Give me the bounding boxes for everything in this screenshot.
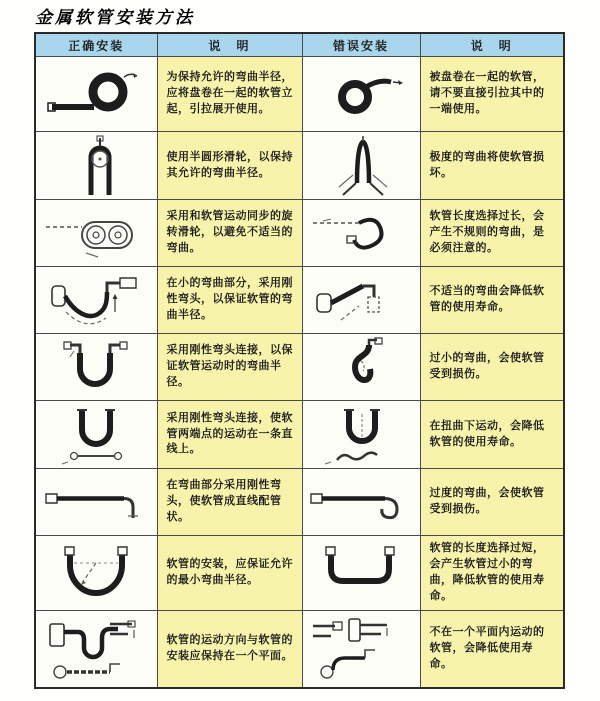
rigid-elbow-connection-u-loop-icon xyxy=(44,337,148,397)
correct-image-cell xyxy=(35,57,157,132)
wrong-desc-text: 不适当的弯曲会降低软管的使用寿命。 xyxy=(429,285,545,313)
wrong-desc-text: 软管的长度选择过短，会产生软管过小的弯曲，降低软管的使用寿命。 xyxy=(429,542,545,602)
correct-image-cell xyxy=(35,401,157,469)
over-long-hose-irregular-bend-icon xyxy=(309,205,413,261)
table-row xyxy=(35,132,564,200)
correct-desc-text: 采用和软管运动同步的旋转滑轮，以避免不适当的弯曲。 xyxy=(166,210,293,254)
wrong-desc-text: 软管长度选择过长，会产生不规则的弯曲，是必须注意的。 xyxy=(429,210,545,254)
table-row xyxy=(35,267,564,334)
correct-image-cell xyxy=(35,469,157,536)
table-row xyxy=(35,200,564,267)
wrong-desc-text: 不在一个平面内运动的软管，会降低使用寿命。 xyxy=(429,626,545,670)
coiled-hose-stood-up-and-unrolled-icon xyxy=(44,64,148,124)
wrong-image-cell xyxy=(302,132,420,200)
wrong-image-cell xyxy=(302,610,420,688)
correct-desc-cell xyxy=(157,610,302,688)
wrong-desc-text: 过度的弯曲，会使软管受到损伤。 xyxy=(429,487,545,515)
improper-sharp-angle-bend-icon xyxy=(309,270,413,330)
coiled-hose-pulled-from-one-end-icon xyxy=(309,64,413,124)
table-row xyxy=(35,536,564,611)
header-wrong-install: 错误安装 xyxy=(302,33,420,57)
wrong-image-cell xyxy=(302,536,420,611)
table-row xyxy=(35,610,564,688)
header-description-right: 说 明 xyxy=(420,33,564,57)
wrong-desc-text: 在扭曲下运动，会降低软管的使用寿命。 xyxy=(429,419,545,448)
wrong-image-cell xyxy=(302,267,420,334)
wrong-desc-cell xyxy=(420,334,564,401)
hose-on-synchronous-rotating-pulleys-icon xyxy=(42,205,150,261)
hose-over-semicircular-pulley-icon xyxy=(44,135,148,197)
too-short-hose-flat-u-icon xyxy=(309,541,413,605)
correct-desc-text: 使用半圆形滑轮，以保持其允许的弯曲半径。 xyxy=(166,150,293,179)
wrong-desc-cell xyxy=(420,267,564,334)
correct-desc-cell xyxy=(157,132,302,200)
table-row xyxy=(35,469,564,536)
table-row xyxy=(35,401,564,469)
wrong-image-cell xyxy=(302,469,420,536)
correct-desc-cell xyxy=(157,401,302,469)
correct-desc-text: 在弯曲部分采用刚性弯头，使软管成直线配管状。 xyxy=(166,479,282,523)
correct-desc-text: 为保持允许的弯曲半径，应将盘卷在一起的软管立起，引拉展开使用。 xyxy=(166,71,293,115)
correct-image-cell xyxy=(35,132,157,200)
u-loop-ends-moving-in-line-icon xyxy=(44,404,148,466)
wrong-desc-cell xyxy=(420,401,564,469)
overbent-elbow-end-icon xyxy=(307,476,415,528)
correct-desc-text: 采用刚性弯头连接，以保证软管运动时的弯曲半径。 xyxy=(166,344,293,388)
correct-desc-text: 在小的弯曲部分，采用刚性弯头，以保证软管的弯曲半径。 xyxy=(166,277,293,321)
correct-desc-cell xyxy=(157,536,302,611)
correct-desc-cell xyxy=(157,334,302,401)
wrong-image-cell xyxy=(302,401,420,469)
installation-guide-table xyxy=(34,32,565,689)
correct-desc-text: 软管的安装，应保证允许的最小弯曲半径。 xyxy=(166,557,293,586)
wrong-image-cell xyxy=(302,334,420,401)
correct-image-cell xyxy=(35,200,157,267)
motion-kept-in-one-plane-trap-icon xyxy=(42,614,150,684)
wrong-desc-cell xyxy=(420,200,564,267)
motion-out-of-plane-parts-icon xyxy=(307,614,415,684)
wrong-desc-text: 极度的弯曲将使软管损坏。 xyxy=(429,150,545,179)
page-title: 金属软管安装方法 xyxy=(35,8,195,27)
wrong-image-cell xyxy=(302,57,420,132)
wrong-desc-cell xyxy=(420,610,564,688)
header-description-left: 说 明 xyxy=(157,33,302,57)
correct-image-cell xyxy=(35,267,157,334)
correct-desc-cell xyxy=(157,469,302,536)
straight-run-with-rigid-elbow-icon xyxy=(42,476,150,528)
correct-desc-cell xyxy=(157,267,302,334)
wrong-image-cell xyxy=(302,200,420,267)
u-loop-twisted-motion-icon xyxy=(309,404,413,466)
correct-desc-cell xyxy=(157,200,302,267)
wrong-desc-cell xyxy=(420,469,564,536)
wrong-desc-cell xyxy=(420,132,564,200)
correct-desc-text: 采用刚性弯头连接，使软管两端点的运动在一条直线上。 xyxy=(166,411,293,456)
rigid-elbow-at-small-bend-icon xyxy=(44,270,148,330)
correct-image-cell xyxy=(35,610,157,688)
wrong-desc-text: 被盘卷在一起的软管，请不要直接引拉其中的一端使用。 xyxy=(429,71,545,115)
wrong-desc-text: 过小的弯曲，会使软管受到损伤。 xyxy=(429,352,545,380)
correct-image-cell xyxy=(35,536,157,611)
wide-u-minimum-bend-radius-icon xyxy=(44,541,148,605)
correct-desc-text: 软管的运动方向与软管的安装应保持在一个平面。 xyxy=(166,634,293,662)
correct-desc-cell xyxy=(157,57,302,132)
header-row xyxy=(35,33,564,57)
table-row xyxy=(35,334,564,401)
hose-extreme-sharp-bend-icon xyxy=(309,135,413,197)
header-correct-install: 正确安装 xyxy=(35,33,157,57)
table-row xyxy=(35,57,564,132)
too-small-bend-hook-icon xyxy=(309,337,413,397)
correct-image-cell xyxy=(35,334,157,401)
wrong-desc-cell xyxy=(420,57,564,132)
wrong-desc-cell xyxy=(420,536,564,611)
